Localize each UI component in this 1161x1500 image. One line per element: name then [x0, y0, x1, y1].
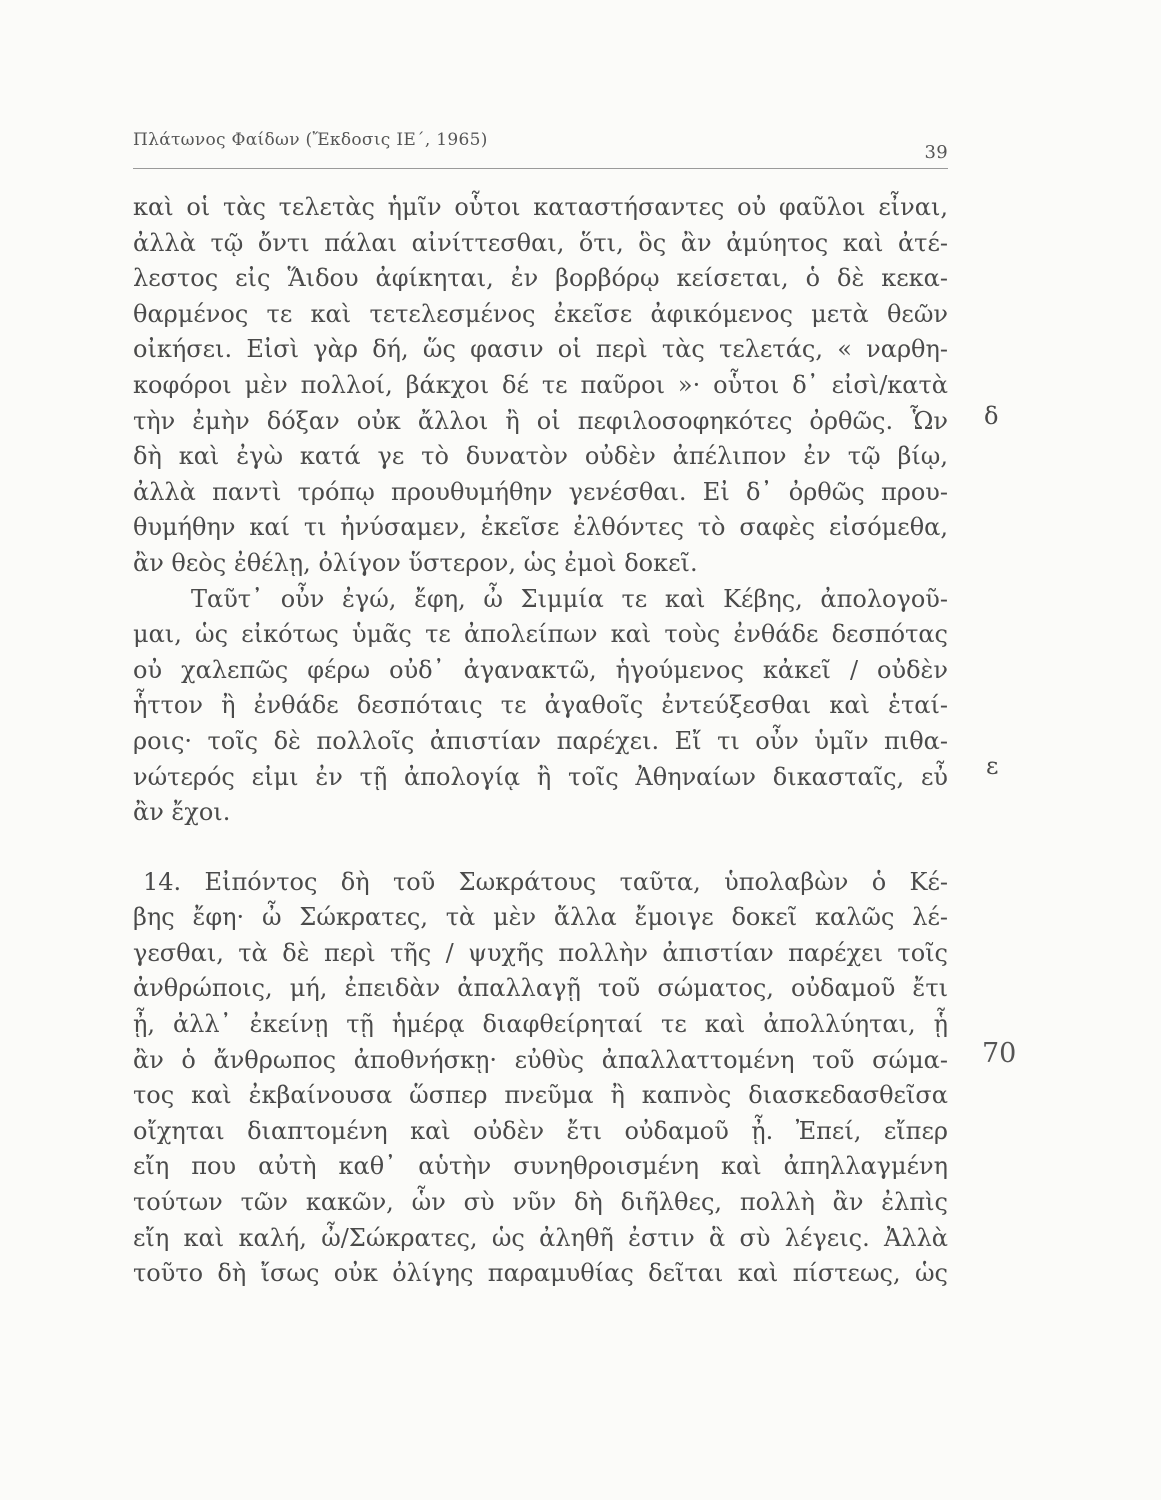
margin-note-epsilon: ε — [986, 752, 999, 780]
margin-note-delta: δ — [984, 402, 999, 430]
text-line: θυμήθην καί τι ἠνύσαμεν, ἐκεῖσε ἐλθόντες τὸ σαφὲς εἰσόμεθα, — [133, 513, 948, 542]
text-line: οἴχηται διαπτομένη καὶ οὐδὲν ἔτι οὐδαμοῦ ᾖ. Ἐπεί, εἴπερ — [133, 1116, 948, 1145]
text-line: ἧττον ἢ ἐνθάδε δεσπόταις τε ἀγαθοῖς ἐντεύξεσθαι καὶ ἑταί- — [133, 691, 948, 720]
text-line: γεσθαι, τὰ δὲ περὶ τῆς / ψυχῆς πολλὴν ἀπιστίαν παρέχει τοῖς — [133, 938, 948, 967]
paragraph-2 — [133, 582, 948, 831]
paragraph-3 — [133, 865, 948, 1292]
text-line: εἴη καὶ καλή, ὦ/Σώκρατες, ὡς ἀληθῆ ἐστιν ἃ σὺ λέγεις. Ἀλλὰ — [133, 1223, 948, 1252]
paragraph-1 — [133, 190, 948, 582]
text-line: ἂν ὁ ἄνθρωπος ἀποθνήσκῃ· εὐθὺς ἀπαλλαττομένη τοῦ σώμα- — [133, 1045, 948, 1074]
text-line: τος καὶ ἐκβαίνουσα ὥσπερ πνεῦμα ἢ καπνὸς διασκεδασθεῖσα — [133, 1081, 948, 1110]
text-line: νώτερός εἰμι ἐν τῇ ἀπολογίᾳ ἢ τοῖς Ἀθηναίων δικασταῖς, εὖ — [133, 762, 948, 791]
text-line: μαι, ὡς εἰκότως ὑμᾶς τε ἀπολείπων καὶ τοὺς ἐνθάδε δεσπότας — [133, 620, 948, 649]
text-line: Ταῦτ᾽ οὖν ἐγώ, ἔφη, ὦ Σιμμία τε καὶ Κέβης, ἀπολογοῦ- — [191, 584, 948, 613]
text-line: δὴ καὶ ἐγὼ κατά γε τὸ δυνατὸν οὐδὲν ἀπέλιπον ἐν τῷ βίῳ, — [133, 442, 948, 471]
text-line: λεστος εἰς Ἅιδου ἀφίκηται, ἐν βορβόρῳ κείσεται, ὁ δὲ κεκα- — [133, 264, 948, 293]
text-line: ἀλλὰ παντὶ τρόπῳ προυθυμήθην γενέσθαι. Εἰ δ᾽ ὀρθῶς πρου- — [133, 477, 948, 506]
text-line: θαρμένος τε καὶ τετελεσμένος ἐκεῖσε ἀφικόμενος μετὰ θεῶν — [133, 299, 948, 328]
text-line: εἴη που αὐτὴ καθ᾽ αὑτὴν συνηθροισμένη καὶ ἀπηλλαγμένη — [133, 1152, 948, 1181]
text-line: ἂν θεὸς ἐθέλῃ, ὀλίγον ὕστερον, ὡς ἐμοὶ δοκεῖ. — [133, 548, 698, 577]
text-line: ροις· τοῖς δὲ πολλοῖς ἀπιστίαν παρέχει. Εἴ τι οὖν ὑμῖν πιθα- — [133, 726, 948, 755]
page-header — [133, 130, 948, 164]
running-title: Πλάτωνος Φαίδων (Ἔκδοσις ΙΕ΄, 1965) — [133, 130, 488, 150]
page-number: 39 — [924, 142, 948, 163]
text-line: κοφόροι μὲν πολλοί, βάκχοι δέ τε παῦροι »· οὗτοι δ᾽ εἰσὶ/κατὰ — [133, 370, 948, 399]
header-rule — [133, 168, 948, 169]
text-line: τὴν ἐμὴν δόξαν οὐκ ἄλλοι ἢ οἱ πεφιλοσοφηκότες ὀρθῶς. Ὧν — [133, 406, 948, 435]
text-line: ἀνθρώποις, μή, ἐπειδὰν ἀπαλλαγῇ τοῦ σώματος, οὐδαμοῦ ἔτι — [133, 974, 948, 1003]
text-line: οὐ χαλεπῶς φέρω οὐδ᾽ ἀγανακτῶ, ἡγούμενος κἀκεῖ / οὐδὲν — [133, 655, 948, 684]
section-gap — [133, 831, 948, 865]
text-line: ᾖ, ἀλλ᾽ ἐκείνῃ τῇ ἡμέρᾳ διαφθείρηταί τε καὶ ἀπολλύηται, ᾗ — [133, 1010, 948, 1039]
text-line: ἀλλὰ τῷ ὄντι πάλαι αἰνίττεσθαι, ὅτι, ὃς ἂν ἀμύητος καὶ ἀτέ- — [133, 228, 948, 257]
text-line: βης ἔφη· ὦ Σώκρατες, τὰ μὲν ἄλλα ἔμοιγε δοκεῖ καλῶς λέ- — [133, 903, 948, 932]
text-line: καὶ οἱ τὰς τελετὰς ἡμῖν οὗτοι καταστήσαντες οὐ φαῦλοι εἶναι, — [133, 193, 948, 221]
margin-note-seventy: 70 — [982, 1038, 1017, 1069]
text-line: τούτων τῶν κακῶν, ὧν σὺ νῦν δὴ διῆλθες, πολλὴ ἂν ἐλπὶς — [133, 1188, 948, 1217]
text-line: τοῦτο δὴ ἴσως οὐκ ὀλίγης παραμυθίας δεῖται καὶ πίστεως, ὡς — [133, 1259, 948, 1288]
text-line: ἂν ἔχοι. — [133, 798, 231, 827]
text-line: οἰκήσει. Εἰσὶ γὰρ δή, ὥς φασιν οἱ περὶ τὰς τελετάς, « ναρθη- — [133, 335, 948, 364]
section-heading-line: 14. Εἰπόντος δὴ τοῦ Σωκράτους ταῦτα, ὑπολαβὼν ὁ Κέ- — [143, 867, 948, 896]
main-text — [133, 190, 948, 1292]
